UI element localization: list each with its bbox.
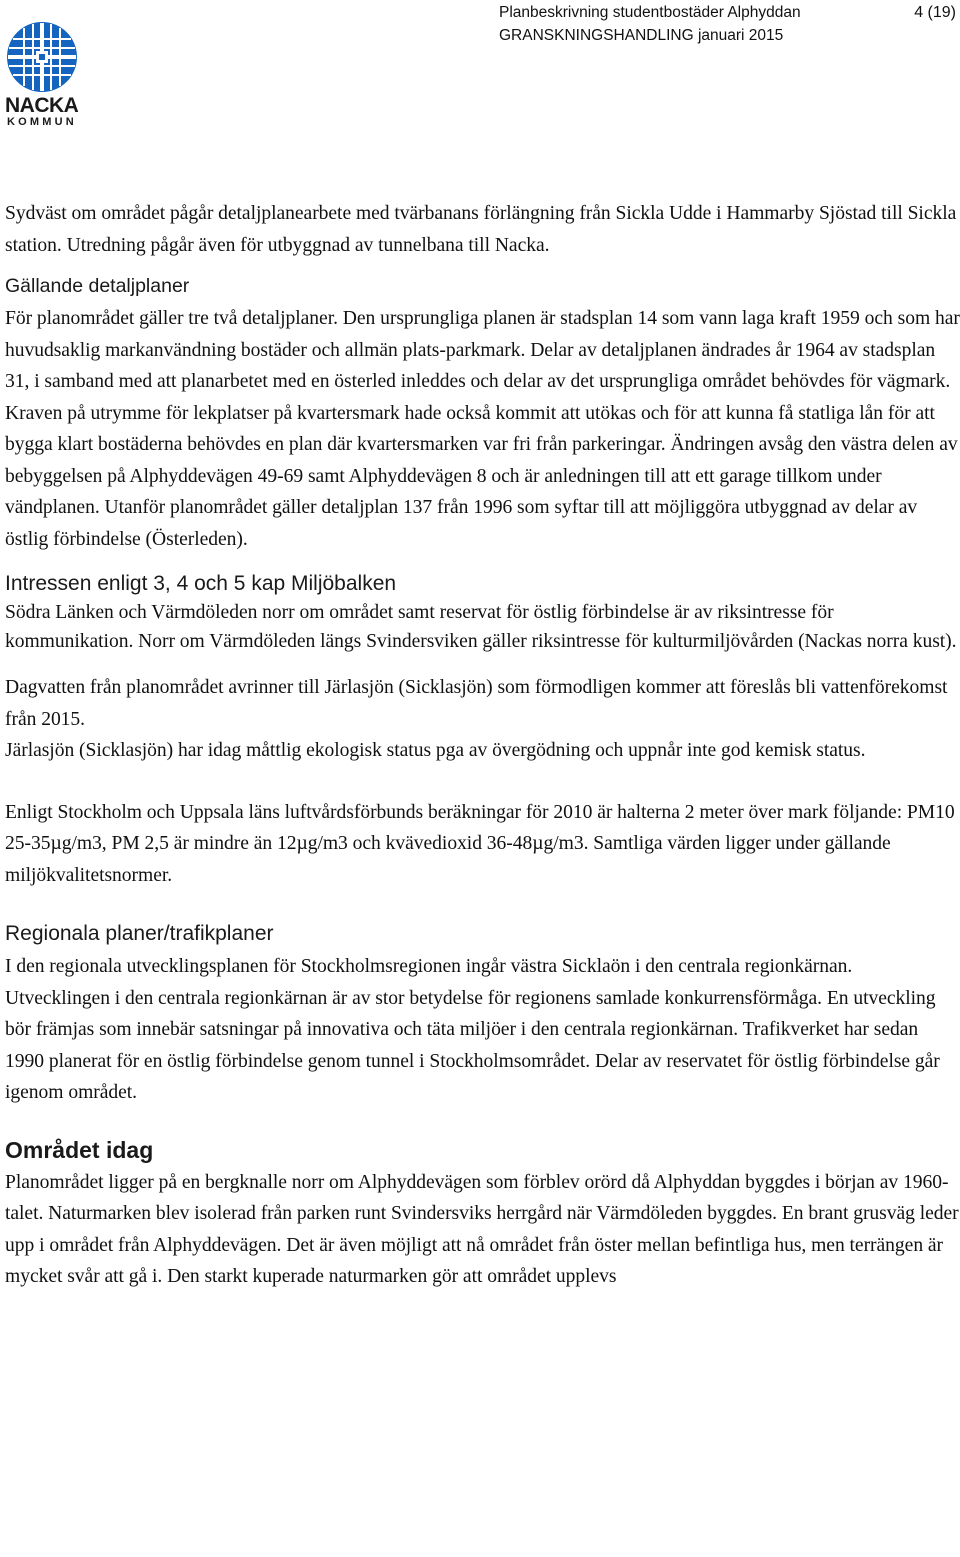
section-heading-miljobalken: Intressen enligt 3, 4 och 5 kap Miljöbalken — [5, 572, 397, 595]
regionala-paragraph: I den regionala utvecklingsplanen för Stockholmsregionen ingår västra Sicklaön i den centrala regionkärnan. Utvecklingen i den centrala regionkärnan är av stor betydelse för regionens samlade konkurrensförmåga. En utveckling bör främjas som innebär satsningar på innovativa och täta miljöer i den centrala regionkärnan. Trafikverket har sedan 1990 planerat för en östlig förbindelse genom tunnel i Stockholmsområdet. Delar av reservatet för östlig förbindelse går igenom området. — [5, 956, 940, 1103]
nacka-kommun-logo — [5, 20, 79, 128]
page-number: 4 (19) — [914, 4, 956, 21]
luftkvalitet-paragraph: Enligt Stockholm och Uppsala läns luftvårdsförbunds beräkningar för 2010 är halterna 2 meter över mark följande: PM10 25-35µg/m3, PM 2,5 är mindre än 12µg/m3 och kvävedioxid 36-48µg/m3. Samtliga värden ligger under gällande miljökvalitetsnormer. — [5, 801, 955, 886]
logo-subtitle: KOMMUN — [7, 116, 77, 128]
section-heading-detaljplaner: Gällande detaljplaner — [5, 275, 190, 297]
section-heading-omradet-idag: Området idag — [5, 1136, 154, 1163]
section-heading-regionala: Regionala planer/trafikplaner — [5, 922, 274, 945]
dagvatten-paragraph-1: Dagvatten från planområdet avrinner till Järlasjön (Sicklasjön) som förmodligen kommer att föreslås bli vattenförekomst från 2015. — [5, 677, 948, 730]
detaljplaner-paragraph: För planområdet gäller tre två detaljplaner. Den ursprungliga planen är stadsplan 14 som vann laga kraft 1959 och som har huvudsaklig markanvändning bostäder och allmän plats-parkmark. Delar av detaljplanen ändrades år 1964 av stadsplan 31, i samband med att planarbetet med en österled inleddes och delar av det ursprungliga området behövdes för vägmark. Kraven på utrymme för lekplatser på kvartersmark hade också kommit att utökas och för att kunna få statliga lån för att bygga klart bostäderna behövdes en plan där kvartersmarken var fri från parkeringar. Ändringen avsåg den västra delen av bebyggelsen på Alphyddevägen 49-69 samt Alphyddevägen 8 och är anledningen till att ett garage tillkom under vändplanen. Utanför planområdet gäller detaljplan 137 från 1996 som syftar till att möjliggöra utbyggnad av delar av östlig förbindelse (Österleden). — [5, 308, 960, 550]
intro-paragraph: Sydväst om området pågår detaljplanearbete med tvärbanans förlängning från Sickla Udde i Hammarby Sjöstad till Sickla station. Utredning pågår även för utbyggnad av tunnelbana till Nacka. — [5, 203, 957, 256]
miljobalken-paragraph: Södra Länken och Värmdöleden norr om området samt reservat för östlig förbindelse är av riksintresse för kommunikation. Norr om Värmdöleden längs Svindersviken gäller riksintresse för kulturmiljövården (Nackas norra kust). — [5, 602, 957, 652]
dagvatten-paragraph-2: Järlasjön (Sicklasjön) har idag måttlig ekologisk status pga av övergödning och uppnår inte god kemisk status. — [5, 740, 866, 761]
header-subtitle: GRANSKNINGSHANDLING januari 2015 — [499, 27, 784, 44]
omradet-idag-paragraph: Planområdet ligger på en bergknalle norr om Alphyddevägen som förblev orörd då Alphyddan byggdes i början av 1960-talet. Naturmarken blev isolerad från parken runt Svindersviks herrgård när Värmdöleden byggdes. En brant grusväg leder upp i området från Alphyddevägen. Det är även möjligt att nå området från öster mellan befintliga hus, men terrängen är mycket svår att gå i. Den starkt kuperade naturmarken gör att området upplevs — [5, 1171, 959, 1287]
header-title: Planbeskrivning studentbostäder Alphyddan — [499, 4, 801, 21]
miljobalken-block — [5, 599, 960, 656]
document-body — [5, 198, 960, 1293]
nacka-emblem-icon — [5, 20, 79, 94]
logo-wordmark: NACKA — [5, 94, 79, 117]
document-header — [499, 1, 801, 47]
